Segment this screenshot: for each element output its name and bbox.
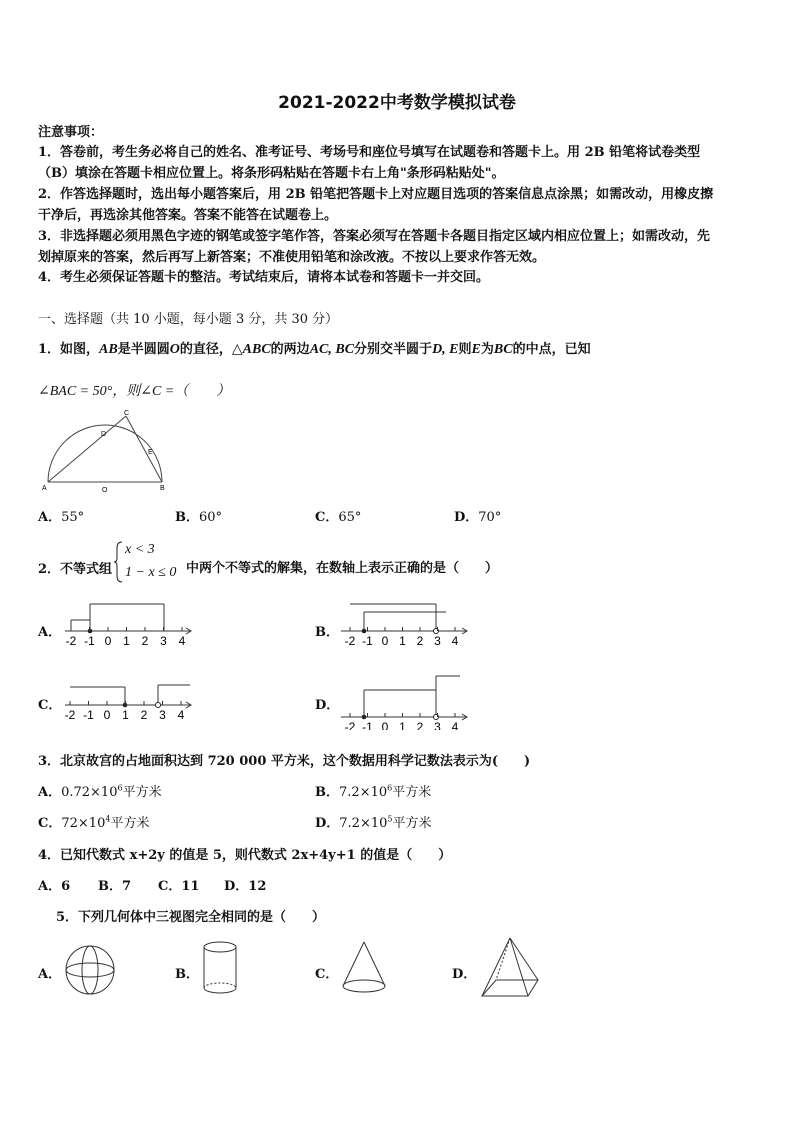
tick-label: 0 xyxy=(381,720,389,730)
q4-option-a[interactable]: A．6 xyxy=(38,879,71,894)
q3-option-c[interactable]: C．$72\times 10^4$平方米 xyxy=(38,814,150,831)
q3-option-b[interactable]: B．$7.2\times 10^6$平方米 xyxy=(315,783,432,800)
q5-option-d-label[interactable]: D． xyxy=(452,967,477,982)
question-1-line-2: ∠BAC = 50°，则∠C =（ ） xyxy=(38,384,231,399)
tick-label: 1 xyxy=(399,720,406,730)
q3-option-a[interactable]: A．$0.72\times 10^6$平方米 xyxy=(38,783,162,800)
tick-label: -1 xyxy=(362,634,373,648)
semicircle-figure xyxy=(38,410,168,494)
tick-label: 2 xyxy=(141,634,149,648)
sphere-icon[interactable] xyxy=(60,942,120,998)
tick-label: 3 xyxy=(434,720,441,730)
point-label-a: A xyxy=(42,485,47,492)
point-label-d: D xyxy=(101,431,107,438)
tick-label: -2 xyxy=(344,720,356,730)
question-4-text: 4．已知代数式 x+2y 的值是 5，则代数式 2x+4y+1 的值是（ ） xyxy=(38,848,452,863)
tick-label: 0 xyxy=(104,634,112,648)
question-2-text: 中两个不等式的解集，在数轴上表示正确的是（ ） xyxy=(186,561,499,576)
q2-option-b-label[interactable]: B． xyxy=(315,625,339,640)
notice-heading: 注意事项： xyxy=(38,125,104,140)
q5-option-a-label[interactable]: A． xyxy=(38,967,62,982)
tick-label: -2 xyxy=(64,708,76,722)
point-label-b: B xyxy=(160,485,165,492)
q1-option-c[interactable]: C．65° xyxy=(315,510,362,525)
tick-label: 3 xyxy=(434,634,441,648)
tick-label: 3 xyxy=(160,634,167,648)
notice-line: 2．作答选择题时，选出每小题答案后，用 2B 铅笔把答题卡上对应题目选项的答案信息点涂黑；如需改动，用橡皮擦 xyxy=(38,187,714,202)
tick-label: 4 xyxy=(177,708,185,722)
question-5-text: 5．下列几何体中三视图完全相同的是（ ） xyxy=(56,910,326,925)
q2-option-c-label[interactable]: C． xyxy=(38,698,62,713)
tick-label: 4 xyxy=(451,634,459,648)
tick-label: 0 xyxy=(381,634,389,648)
tick-label: -1 xyxy=(362,720,373,730)
question-2-lead: 2．不等式组 xyxy=(38,562,113,577)
tick-label: -1 xyxy=(83,708,94,722)
q2-option-d-label[interactable]: D． xyxy=(315,698,340,713)
notice-line: 1．答卷前，考生务必将自己的姓名、准考证号、考场号和座位号填写在试题卷和答题卡上。用 2B 铅笔将试卷类型 xyxy=(38,145,701,160)
notice-line: 3．非选择题必须用黑色字迹的钢笔或签字笔作答，答案必须写在答题卡各题目指定区域内相应位置上；如需改动，先 xyxy=(38,229,711,244)
q4-option-b[interactable]: B．7 xyxy=(98,879,132,894)
notice-line: （B）填涂在答题卡相应位置上。将条形码粘贴在答题卡右上角"条形码粘贴处"。 xyxy=(38,166,505,181)
inequality-2: 1 − x ≤ 0 xyxy=(125,565,177,580)
point-label-e: E xyxy=(148,449,153,456)
tick-label: 4 xyxy=(451,720,459,730)
q1-option-d[interactable]: D．70° xyxy=(454,510,502,525)
cone-icon[interactable] xyxy=(338,938,390,998)
question-3-text: 3．北京故宫的占地面积达到 720 000 平方米，这个数据用科学记数法表示为( ) xyxy=(38,754,531,769)
q4-option-c[interactable]: C．11 xyxy=(158,879,200,894)
number-line-a[interactable] xyxy=(60,598,200,656)
brace-icon xyxy=(114,540,124,584)
q5-option-c-label[interactable]: C． xyxy=(315,967,339,982)
inequality-1: x < 3 xyxy=(125,542,155,557)
tick-label: 1 xyxy=(399,634,406,648)
tick-label: 2 xyxy=(416,634,424,648)
tick-label: -1 xyxy=(84,634,95,648)
section-heading: 一、选择题（共 10 小题，每小题 3 分，共 30 分） xyxy=(38,312,339,327)
tick-label: 1 xyxy=(123,634,130,648)
tick-label: -2 xyxy=(65,634,77,648)
pyramid-icon[interactable] xyxy=(474,934,544,1000)
question-1-line-1: 1．如图，AB是半圆圆O的直径，△ABC的两边AC, BC分别交半圆于D, E则E为BC的中点，已知 xyxy=(38,342,591,357)
number-line-d[interactable] xyxy=(336,672,476,730)
tick-label: 3 xyxy=(159,708,166,722)
q5-option-b-label[interactable]: B． xyxy=(175,967,199,982)
tick-label: 4 xyxy=(178,634,186,648)
q1-option-b[interactable]: B．60° xyxy=(175,510,223,525)
tick-label: 0 xyxy=(103,708,111,722)
cylinder-icon[interactable] xyxy=(198,938,244,998)
tick-label: 2 xyxy=(140,708,148,722)
notice-line: 干净后，再选涂其他答案。答案不能答在试题卷上。 xyxy=(38,208,338,223)
tick-label: -2 xyxy=(344,634,356,648)
notice-line: 划掉原来的答案，然后再写上新答案；不准使用铅笔和涂改液。不按以上要求作答无效。 xyxy=(38,250,546,265)
tick-label: 1 xyxy=(122,708,129,722)
point-label-o: O xyxy=(102,487,108,494)
number-line-b[interactable] xyxy=(336,598,476,656)
q4-option-d[interactable]: D．12 xyxy=(224,879,267,894)
q3-option-d[interactable]: D．$7.2\times 10^5$平方米 xyxy=(315,814,432,831)
q1-option-a[interactable]: A．55° xyxy=(38,510,85,525)
page-title: 2021-2022中考数学模拟试卷 xyxy=(278,93,516,113)
notice-line: 4．考生必须保证答题卡的整洁。考试结束后，请将本试卷和答题卡一并交回。 xyxy=(38,270,490,285)
tick-label: 2 xyxy=(416,720,424,730)
point-label-c: C xyxy=(124,410,130,417)
q2-option-a-label[interactable]: A． xyxy=(38,625,62,640)
number-line-c[interactable] xyxy=(60,672,200,730)
